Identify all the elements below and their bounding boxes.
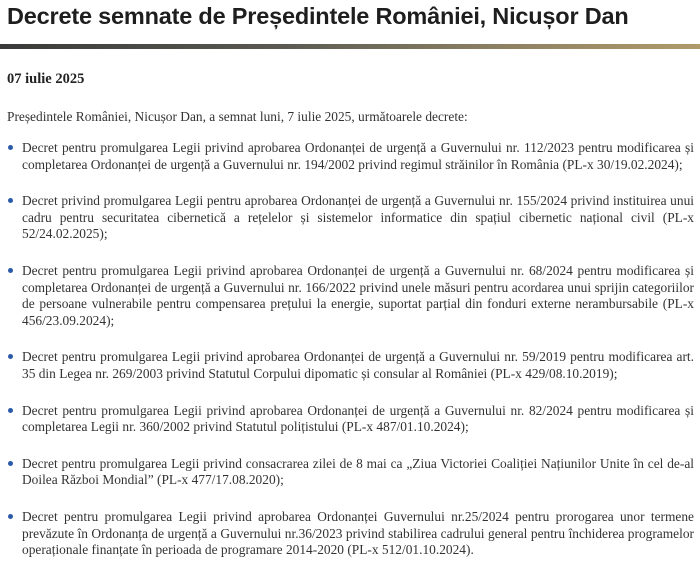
publication-date: 07 iulie 2025	[7, 71, 85, 87]
page-title: Decrete semnate de Președintele României, Nicușor Dan	[7, 3, 629, 29]
decree-text: Decret pentru promulgarea Legii privind aprobarea Ordonanței de urgență a Guvernului nr. 68/2024 pentru modificarea și completarea Ordonanței de urgență a Guvernului nr. 166/2022 privind unele măsuri pentru acordarea unui sprijin categoriilor de persoane vulnerabile pentru compensarea prețului la energie, suportat parțial din fonduri externe nerambursabile (PL-x 456/23.09.2024);	[22, 262, 694, 328]
bullet-icon	[8, 354, 13, 359]
decree-text: Decret pentru promulgarea Legii privind aprobarea Ordonanței de urgență a Guvernului nr. 82/2024 pentru modificarea și completarea Legii nr. 360/2002 privind Statutul polițistului (PL-x 487/01.10.2024);	[22, 402, 694, 435]
title-divider	[0, 44, 700, 49]
bullet-icon	[8, 198, 13, 203]
bullet-icon	[8, 268, 13, 273]
decree-item	[7, 263, 694, 329]
decree-item	[7, 140, 694, 173]
decree-item	[7, 349, 694, 382]
bullet-icon	[8, 145, 13, 150]
decree-text: Decret pentru promulgarea Legii privind aprobarea Ordonanței Guvernului nr.25/2024 pentru prorogarea unor termene prevăzute în Ordonanța de urgență a Guvernului nr.36/2023 privind stabilirea cadrului general pentru închiderea programelor operaționale finanțate în perioada de programare 2014-2020 (PL-x 512/01.10.2024).	[22, 508, 694, 558]
decree-item	[7, 509, 694, 559]
bullet-icon	[8, 408, 13, 413]
decree-text: Decret pentru promulgarea Legii privind aprobarea Ordonanței de urgență a Guvernului nr. 59/2019 pentru modificarea art. 35 din Legea nr. 269/2003 privind Statutul Corpului dipomatic și consular al României (PL-x 429/08.10.2019);	[22, 349, 694, 381]
intro-paragraph: Președintele României, Nicușor Dan, a semnat luni, 7 iulie 2025, următoarele decrete:	[7, 109, 468, 124]
decree-item	[7, 456, 694, 489]
bullet-icon	[8, 514, 13, 519]
decree-text: Decret privind promulgarea Legii pentru aprobarea Ordonanței de urgență a Guvernului nr. 155/2024 privind instituirea unui cadru pentru securitatea cibernetică a rețelelor și sistemelor informatice din spațiul cibernetic național civil (PL-x 52/24.02.2025);	[22, 193, 694, 242]
decree-item	[7, 403, 694, 436]
decree-text: Decret pentru promulgarea Legii privind consacrarea zilei de 8 mai ca „Ziua Victoriei Coaliției Națiunilor Unite în cel de-al Doilea Război Mondial” (PL-x 477/17.08.2020);	[22, 455, 694, 488]
decree-item	[7, 193, 694, 243]
decree-text: Decret pentru promulgarea Legii privind aprobarea Ordonanței de urgență a Guvernului nr. 112/2023 pentru modificarea și completarea Ordonanței de urgență a Guvernului nr. 194/2002 privind regimul străinilor în România (PL-x 30/19.02.2024);	[22, 140, 694, 172]
decree-list	[7, 140, 694, 579]
bullet-icon	[8, 461, 13, 466]
